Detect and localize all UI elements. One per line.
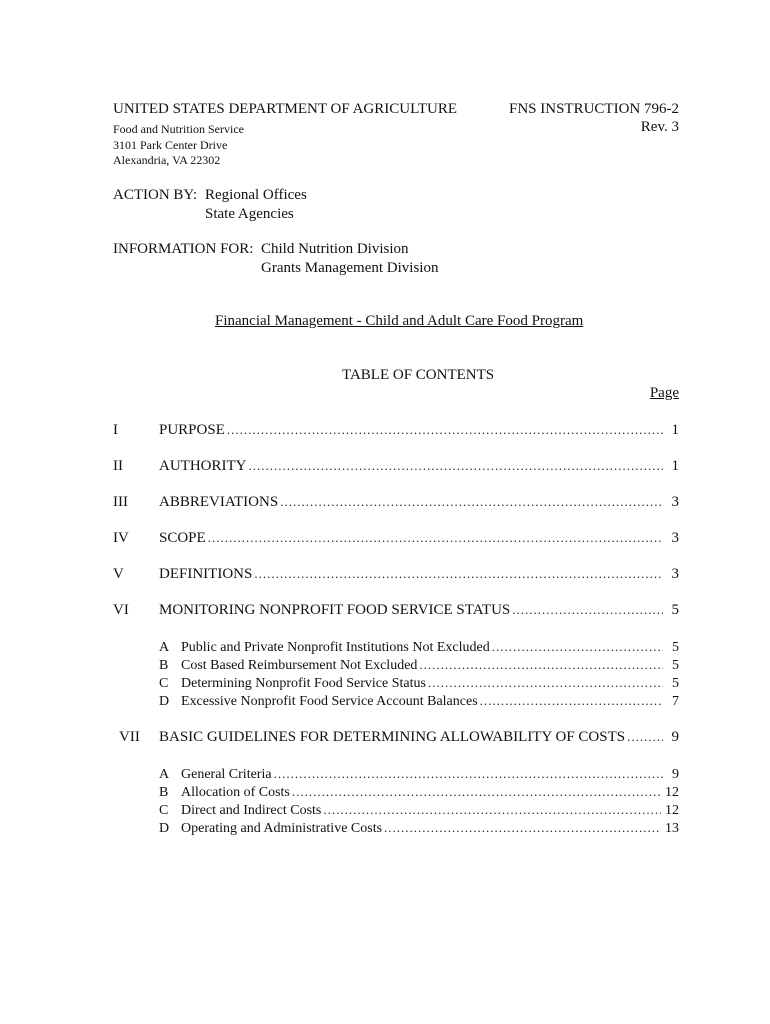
subsection-page: 5 bbox=[672, 658, 679, 673]
section-number: I bbox=[113, 422, 118, 438]
section-title: AUTHORITY bbox=[159, 458, 247, 474]
toc-subrow-vi-c[interactable] bbox=[113, 675, 679, 693]
section-title: BASIC GUIDELINES FOR DETERMINING ALLOWABILITY OF COSTS bbox=[159, 729, 626, 745]
toc-row-section-iii[interactable] bbox=[113, 494, 679, 514]
leader-dots bbox=[428, 675, 663, 691]
subsection-letter: D bbox=[159, 694, 170, 709]
leader-dots bbox=[292, 784, 661, 800]
subsection-page: 12 bbox=[665, 803, 679, 818]
subsection-title: Cost Based Reimbursement Not Excluded bbox=[181, 658, 418, 673]
subsection-letter: A bbox=[159, 767, 170, 782]
toc-row-section-iv[interactable] bbox=[113, 530, 679, 550]
toc-row-section-vii[interactable] bbox=[113, 729, 679, 749]
toc-row-section-vi[interactable] bbox=[113, 602, 679, 622]
subsection-title: Determining Nonprofit Food Service Status bbox=[181, 676, 426, 691]
leader-dots bbox=[249, 458, 664, 474]
section-page: 9 bbox=[671, 729, 679, 745]
section-number: II bbox=[113, 458, 123, 474]
information-for-block bbox=[113, 240, 438, 278]
toc-subrow-vii-c[interactable] bbox=[113, 802, 679, 820]
section-title: ABBREVIATIONS bbox=[159, 494, 279, 510]
section-page: 3 bbox=[671, 530, 679, 546]
city-state-zip: Alexandria, VA 22302 bbox=[113, 153, 221, 167]
document-title: Financial Management - Child and Adult Care Food Program bbox=[215, 313, 584, 329]
section-page: 5 bbox=[671, 602, 679, 618]
leader-dots bbox=[512, 602, 663, 618]
toc-page-column-label: Page bbox=[649, 385, 679, 401]
action-by-line1: Regional Offices bbox=[205, 187, 307, 203]
action-by-label: ACTION BY: bbox=[113, 187, 198, 203]
toc-subrow-vii-a[interactable] bbox=[113, 766, 679, 784]
subsection-title: Excessive Nonprofit Food Service Account Balances bbox=[181, 694, 478, 709]
subsection-title: Public and Private Nonprofit Institutions Not Excluded bbox=[181, 640, 490, 655]
toc-row-section-ii[interactable] bbox=[113, 458, 679, 478]
subsection-letter: B bbox=[159, 785, 169, 800]
section-page: 3 bbox=[671, 494, 679, 510]
section-title: MONITORING NONPROFIT FOOD SERVICE STATUS bbox=[159, 602, 511, 618]
subsection-letter: A bbox=[159, 640, 170, 655]
toc-heading: TABLE OF CONTENTS bbox=[342, 367, 495, 383]
leader-dots bbox=[384, 820, 661, 836]
leader-dots bbox=[208, 530, 663, 546]
information-for-label: INFORMATION FOR: bbox=[113, 241, 254, 257]
subsection-letter: C bbox=[159, 803, 169, 818]
section-title: SCOPE bbox=[159, 530, 206, 546]
subsection-page: 12 bbox=[665, 785, 679, 800]
section-number: VI bbox=[113, 602, 129, 618]
agency-name: Food and Nutrition Service bbox=[113, 122, 244, 136]
department-name: UNITED STATES DEPARTMENT OF AGRICULTURE bbox=[113, 101, 458, 117]
section-page: 1 bbox=[671, 422, 679, 438]
agency-address bbox=[113, 122, 244, 169]
subsection-page: 5 bbox=[672, 676, 679, 691]
toc-subrow-vii-d[interactable] bbox=[113, 820, 679, 838]
section-number: V bbox=[113, 566, 124, 582]
subsection-letter: B bbox=[159, 658, 169, 673]
subsection-letter: D bbox=[159, 821, 170, 836]
action-by-block bbox=[113, 186, 307, 224]
toc-subrow-vi-b[interactable] bbox=[113, 657, 679, 675]
section-title: PURPOSE bbox=[159, 422, 225, 438]
information-for-line1: Child Nutrition Division bbox=[261, 241, 409, 257]
leader-dots bbox=[254, 566, 663, 582]
leader-dots bbox=[492, 639, 663, 655]
leader-dots bbox=[323, 802, 661, 818]
leader-dots bbox=[280, 494, 663, 510]
leader-dots bbox=[227, 422, 663, 438]
subsection-title: General Criteria bbox=[181, 767, 272, 782]
toc-subrow-vi-d[interactable] bbox=[113, 693, 679, 711]
subsection-page: 13 bbox=[665, 821, 679, 836]
section-number: VII bbox=[119, 729, 140, 745]
section-page: 1 bbox=[671, 458, 679, 474]
subsection-title: Operating and Administrative Costs bbox=[181, 821, 383, 836]
toc-row-section-v[interactable] bbox=[113, 566, 679, 586]
section-number: IV bbox=[113, 530, 129, 546]
subsection-title: Allocation of Costs bbox=[181, 785, 290, 800]
subsection-page: 7 bbox=[672, 694, 679, 709]
section-page: 3 bbox=[671, 566, 679, 582]
subsection-title: Direct and Indirect Costs bbox=[181, 803, 322, 818]
subsection-page: 5 bbox=[672, 640, 679, 655]
instruction-number: FNS INSTRUCTION 796-2 bbox=[508, 101, 679, 117]
toc-subrow-vii-b[interactable] bbox=[113, 784, 679, 802]
section-number: III bbox=[113, 494, 128, 510]
action-by-line2: State Agencies bbox=[205, 206, 294, 222]
toc-row-section-i[interactable] bbox=[113, 422, 679, 442]
leader-dots bbox=[419, 657, 663, 673]
information-for-line2: Grants Management Division bbox=[261, 260, 439, 276]
revision-label: Rev. 3 bbox=[640, 119, 679, 135]
leader-dots bbox=[480, 693, 663, 709]
subsection-page: 9 bbox=[672, 767, 679, 782]
street-address: 3101 Park Center Drive bbox=[113, 137, 228, 152]
subsection-letter: C bbox=[159, 676, 169, 691]
leader-dots bbox=[627, 729, 663, 745]
section-title: DEFINITIONS bbox=[159, 566, 253, 582]
toc-subrow-vi-a[interactable] bbox=[113, 639, 679, 657]
leader-dots bbox=[274, 766, 663, 782]
